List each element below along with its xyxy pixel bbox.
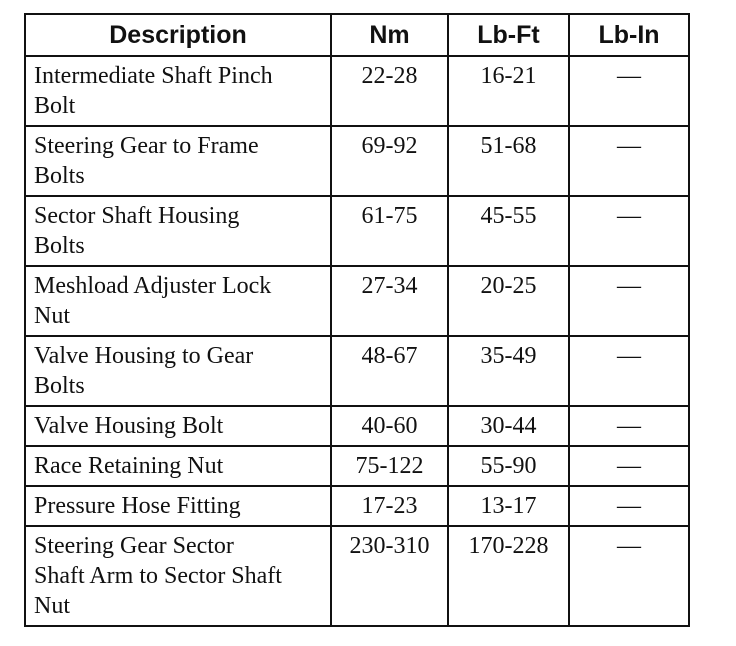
description-line: Pressure Hose Fitting — [34, 493, 241, 519]
lb-ft-cell: 35-49 — [448, 336, 569, 406]
nm-cell: 75-122 — [331, 446, 448, 486]
header-row — [25, 14, 689, 56]
table-row — [25, 126, 689, 196]
description-line: Bolt — [34, 93, 76, 119]
table-row — [25, 56, 689, 126]
description-line: Race Retaining Nut — [34, 453, 224, 479]
header-lb-ft: Lb-Ft — [448, 14, 569, 56]
description-cell — [25, 126, 331, 196]
description-line: Nut — [34, 303, 70, 329]
description-line: Valve Housing Bolt — [34, 413, 224, 439]
table-row — [25, 336, 689, 406]
nm-cell: 230-310 — [331, 526, 448, 626]
nm-cell: 69-92 — [331, 126, 448, 196]
header-description: Description — [25, 14, 331, 56]
nm-cell: 48-67 — [331, 336, 448, 406]
description-line: Steering Gear Sector — [34, 533, 234, 559]
lb-ft-cell: 16-21 — [448, 56, 569, 126]
description-cell — [25, 446, 331, 486]
description-line: Valve Housing to Gear — [34, 343, 254, 369]
lb-in-cell: — — [569, 486, 689, 526]
description-line: Bolts — [34, 373, 85, 399]
torque-spec-table — [24, 13, 690, 627]
description-line: Meshload Adjuster Lock — [34, 273, 272, 299]
lb-ft-cell: 20-25 — [448, 266, 569, 336]
description-cell — [25, 56, 331, 126]
lb-ft-cell: 55-90 — [448, 446, 569, 486]
lb-ft-cell: 51-68 — [448, 126, 569, 196]
nm-cell: 22-28 — [331, 56, 448, 126]
lb-in-cell: — — [569, 406, 689, 446]
description-line: Shaft Arm to Sector Shaft — [34, 563, 282, 589]
table-row — [25, 196, 689, 266]
description-line: Bolts — [34, 163, 85, 189]
description-cell — [25, 196, 331, 266]
description-line: Bolts — [34, 233, 85, 259]
lb-in-cell: — — [569, 196, 689, 266]
description-line: Nut — [34, 593, 70, 619]
lb-ft-cell: 170-228 — [448, 526, 569, 626]
nm-cell: 61-75 — [331, 196, 448, 266]
header-nm: Nm — [331, 14, 448, 56]
table-row — [25, 486, 689, 526]
header-lb-in: Lb-In — [569, 14, 689, 56]
table-row — [25, 446, 689, 486]
description-line: Sector Shaft Housing — [34, 203, 240, 229]
description-cell — [25, 336, 331, 406]
lb-in-cell: — — [569, 126, 689, 196]
lb-in-cell: — — [569, 446, 689, 486]
table-row — [25, 266, 689, 336]
lb-ft-cell: 13-17 — [448, 486, 569, 526]
description-cell — [25, 266, 331, 336]
lb-in-cell: — — [569, 336, 689, 406]
table-row — [25, 406, 689, 446]
description-cell — [25, 486, 331, 526]
description-line: Intermediate Shaft Pinch — [34, 63, 273, 89]
lb-ft-cell: 45-55 — [448, 196, 569, 266]
nm-cell: 40-60 — [331, 406, 448, 446]
lb-in-cell: — — [569, 266, 689, 336]
lb-ft-cell: 30-44 — [448, 406, 569, 446]
lb-in-cell: — — [569, 56, 689, 126]
description-cell — [25, 406, 331, 446]
nm-cell: 27-34 — [331, 266, 448, 336]
table-row — [25, 526, 689, 626]
lb-in-cell: — — [569, 526, 689, 626]
nm-cell: 17-23 — [331, 486, 448, 526]
description-cell — [25, 526, 331, 626]
description-line: Steering Gear to Frame — [34, 133, 259, 159]
